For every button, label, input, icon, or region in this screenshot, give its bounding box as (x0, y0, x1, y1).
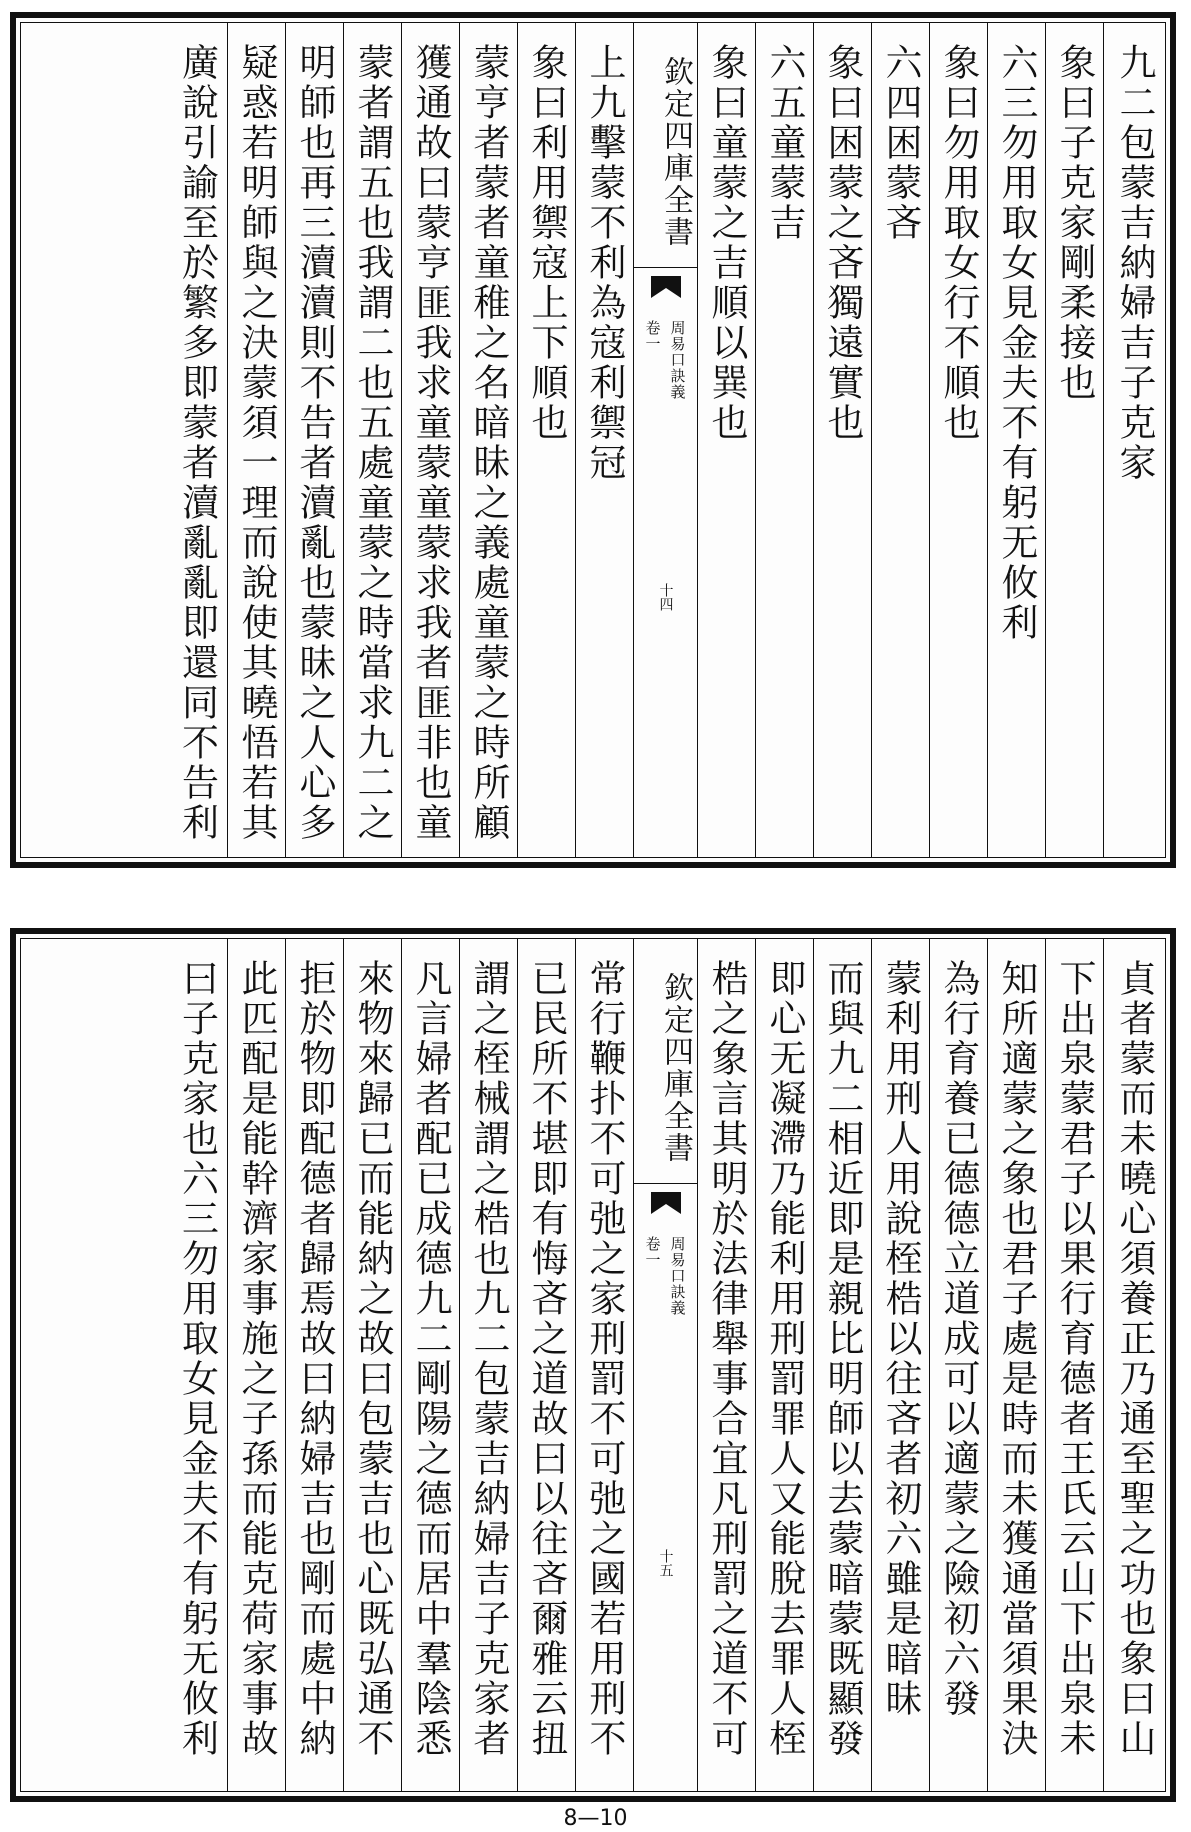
column-text: 來物來歸已而能納之故曰包蒙吉也心既弘通不 (351, 959, 394, 1759)
text-column (755, 23, 813, 857)
volume-label: 卷一 (643, 1236, 662, 1268)
column-text: 象曰利用禦寇上下順也 (525, 43, 568, 443)
column-text: 常行鞭扑不可弛之家刑罰不可弛之國若用刑不 (583, 959, 626, 1759)
text-column (459, 23, 517, 857)
center-fold (633, 939, 697, 1791)
text-column (167, 23, 227, 857)
text-column (285, 939, 343, 1791)
column-text: 獲通故曰蒙亨匪我求童蒙童蒙求我者匪非也童 (409, 43, 452, 843)
top-page (10, 12, 1176, 868)
fishtail-mark-icon (649, 1190, 683, 1216)
text-column (343, 23, 401, 857)
text-column (871, 939, 929, 1791)
column-text: 六三勿用取女見金夫不有躬无攸利 (995, 43, 1038, 643)
text-column (1103, 939, 1165, 1791)
column-text: 為行育養已德德立道成可以適蒙之險初六發 (937, 959, 980, 1719)
text-column (755, 939, 813, 1791)
text-column (517, 939, 575, 1791)
text-column (871, 23, 929, 857)
text-column (987, 23, 1045, 857)
text-column (813, 939, 871, 1791)
column-text: 凡言婦者配已成德九二剛陽之德而居中羣陰悉 (409, 959, 452, 1759)
text-column (1045, 23, 1103, 857)
column-text: 上九擊蒙不利為寇利禦冠 (583, 43, 626, 483)
column-text: 貞者蒙而未曉心須養正乃通至聖之功也象曰山 (1113, 959, 1156, 1759)
column-text: 知所適蒙之象也君子處是時而未獲通當須果決 (995, 959, 1038, 1759)
column-text: 象曰子克家剛柔接也 (1053, 43, 1096, 403)
text-column (929, 939, 987, 1791)
column-text: 下出泉蒙君子以果行育德者王氏云山下出泉未 (1053, 959, 1096, 1759)
center-fold (633, 23, 697, 857)
text-column (517, 23, 575, 857)
text-column (813, 23, 871, 857)
column-text: 而與九二相近即是親比明師以去蒙暗蒙既顯發 (821, 959, 864, 1759)
text-column (697, 23, 755, 857)
column-text: 蒙亨者蒙者童稚之名暗昧之義處童蒙之時所顧 (467, 43, 510, 843)
column-text: 蒙者謂五也我謂二也五處童蒙之時當求九二之 (351, 43, 394, 843)
column-text: 謂之桎械謂之梏也九二包蒙吉納婦吉子克家者 (467, 959, 510, 1759)
book-label (643, 320, 689, 400)
book-title: 周易口訣義 (668, 1236, 687, 1316)
page-number: 十五 (657, 1549, 674, 1577)
text-column (343, 939, 401, 1791)
column-text: 象曰困蒙之吝獨遠實也 (821, 43, 864, 443)
column-text: 九二包蒙吉納婦吉子克家 (1113, 43, 1156, 483)
text-column (575, 939, 633, 1791)
text-column (575, 23, 633, 857)
column-text: 曰子克家也六三勿用取女見金夫不有躬无攸利 (175, 959, 219, 1759)
column-text: 即心无凝滯乃能利用刑罰罪人又能脫去罪人桎 (763, 959, 806, 1759)
text-column (987, 939, 1045, 1791)
text-column (401, 939, 459, 1791)
column-text: 已民所不堪即有悔吝之道故曰以往吝爾雅云扭 (525, 959, 568, 1759)
column-text: 象曰童蒙之吉順以巽也 (705, 43, 748, 443)
column-text: 六四困蒙吝 (879, 43, 922, 243)
column-text: 廣說引諭至於繁多即蒙者瀆亂亂即還同不告利 (175, 43, 219, 843)
column-text: 梏之象言其明於法律舉事合宜凡刑罰之道不可 (705, 959, 748, 1759)
text-column (227, 939, 285, 1791)
footer-page-label: 8—10 (563, 1806, 628, 1831)
text-column (929, 23, 987, 857)
text-column (401, 23, 459, 857)
text-column (285, 23, 343, 857)
text-column (459, 939, 517, 1791)
text-column (1103, 23, 1165, 857)
column-text: 象曰勿用取女行不順也 (937, 43, 980, 443)
library-title: 欽定四庫全書 (634, 23, 697, 268)
book-label (643, 1236, 689, 1316)
column-text: 此匹配是能幹濟家事施之子孫而能克荷家事故 (235, 959, 278, 1759)
top-page-columns (20, 22, 1166, 858)
text-column (1045, 939, 1103, 1791)
bottom-page (10, 928, 1176, 1802)
column-text: 疑惑若明師與之決蒙須一理而說使其曉悟若其 (235, 43, 278, 843)
text-column (227, 23, 285, 857)
column-text: 拒於物即配德者歸焉故曰納婦吉也剛而處中納 (293, 959, 336, 1759)
text-column (167, 939, 227, 1791)
page-number: 十四 (657, 583, 674, 611)
library-title: 欽定四庫全書 (634, 939, 697, 1184)
column-text: 六五童蒙吉 (763, 43, 806, 243)
column-text: 蒙利用刑人用說桎梏以往吝者初六雖是暗昧 (879, 959, 922, 1719)
fishtail-mark-icon (649, 274, 683, 300)
volume-label: 卷一 (643, 320, 662, 352)
bottom-page-columns (20, 938, 1166, 1792)
book-title: 周易口訣義 (668, 320, 687, 400)
column-text: 明師也再三瀆瀆則不告者瀆亂也蒙昧之人心多 (293, 43, 336, 843)
text-column (697, 939, 755, 1791)
